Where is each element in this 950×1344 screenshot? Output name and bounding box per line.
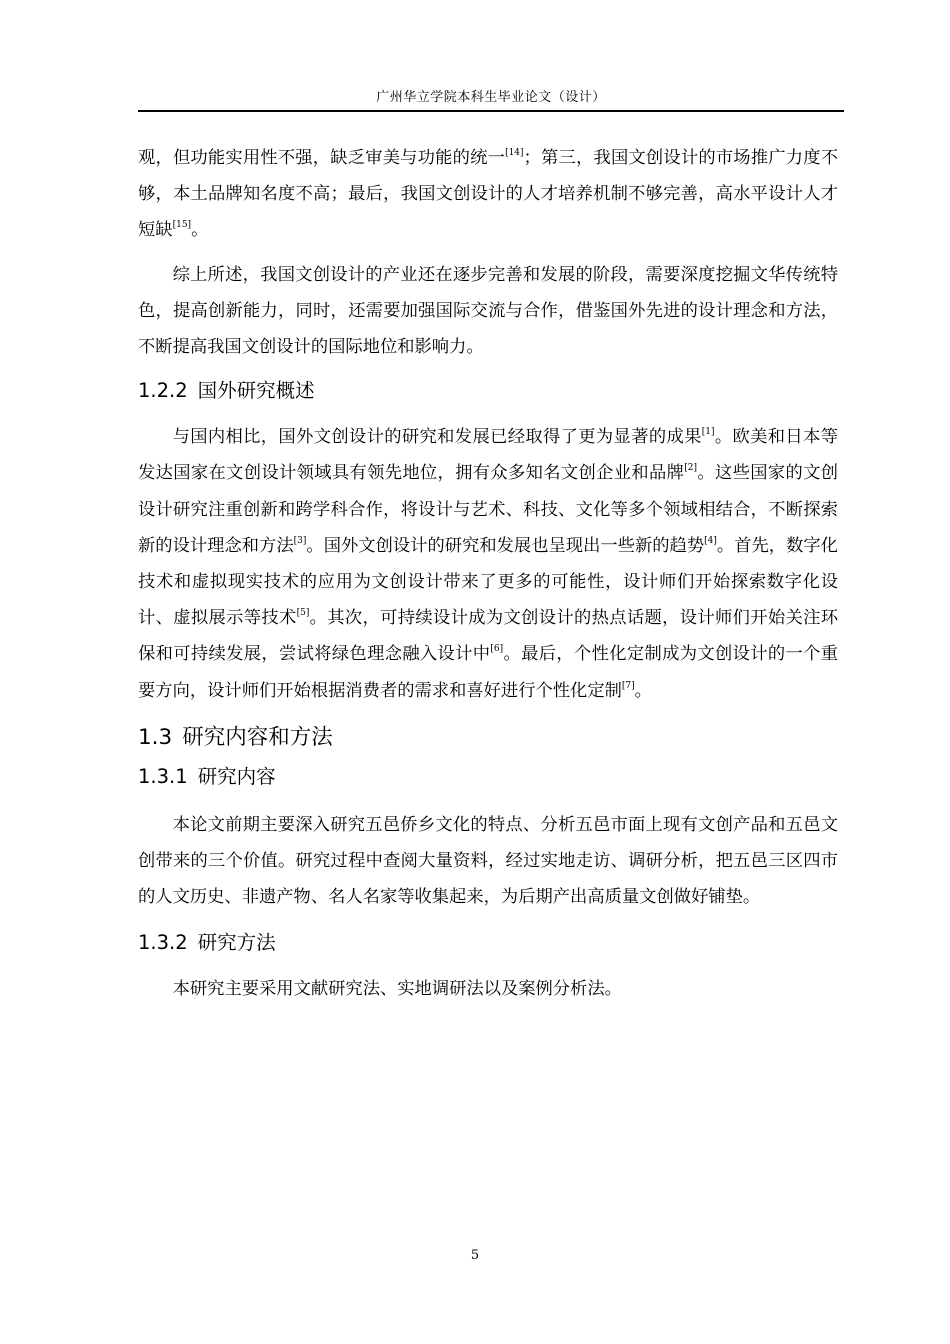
page-number: 5 [470,1248,480,1263]
citation-ref: [15] [172,220,192,231]
paragraph-continued: 观，但功能实用性不强，缺乏审美与功能的统一[14]；第三，我国文创设计的市场推广力度不够，本土品牌知名度不高；最后，我国文创设计的人才培养机制不够完善，高水平设计人才短缺[15]。 [138,148,838,241]
page-body [138,140,838,1008]
paragraph-summary: 综上所述，我国文创设计的产业还在逐步完善和发展的阶段，需要深度挖掘文华传统特色，提高创新能力，同时，还需要加强国际交流与合作，借鉴国外先进的设计理念和方法，不断提高我国文创设计的国际地位和影响力。 [138,264,838,358]
section-heading-1-3-1: 1.3.1 研究内容 [138,764,276,788]
section-heading-1-3: 1.3 研究内容和方法 [138,724,333,750]
citation-ref: [4] [704,535,717,546]
running-header: 广州华立学院本科生毕业论文（设计） [376,90,606,105]
paragraph-foreign-research: 与国内相比，国外文创设计的研究和发展已经取得了更为显著的成果[1]。欧美和日本等发达国家在文创设计领域具有领先地位，拥有众多知名文创企业和品牌[2]。这些国家的文创设计研究注重创新和跨学科合作，将设计与艺术、科技、文化等多个领域相结合，不断探索新的设计理念和方法[3]。国外文创设计的研究和发展也呈现出一些新的趋势[4]。首先，数字化技术和虚拟现实技术的应用为文创设计带来了更多的可能性，设计师们开始探索数字化设计、虚拟展示等技术[5]。其次，可持续设计成为文创设计的热点话题，设计师们开始关注环保和可持续发展，尝试将绿色理念融入设计中[6]。最后，个性化定制成为文创设计的一个重要方向，设计师们开始根据消费者的需求和喜好进行个性化定制[7]。 [138,427,838,701]
citation-ref: [1] [701,427,715,438]
citation-ref: [6] [490,644,504,655]
section-heading-1-2-2: 1.2.2 国外研究概述 [138,379,315,403]
citation-ref: [7] [621,680,635,691]
citation-ref: [3] [293,535,307,546]
paragraph-research-method: 本研究主要采用文献研究法、实地调研法以及案例分析法。 [172,979,622,1000]
citation-ref: [5] [296,608,310,619]
citation-ref: [2] [684,463,698,474]
header-rule [138,110,844,112]
citation-ref: [14] [505,148,524,158]
paragraph-research-content: 本论文前期主要深入研究五邑侨乡文化的特点、分析五邑市面上现有文创产品和五邑文创带来的三个价值。研究过程中查阅大量资料，经过实地走访、调研分析，把五邑三区四市的人文历史、非遗产物、名人名家等收集起来，为后期产出高质量文创做好铺垫。 [138,814,838,908]
section-heading-1-3-2: 1.3.2 研究方法 [138,931,276,955]
